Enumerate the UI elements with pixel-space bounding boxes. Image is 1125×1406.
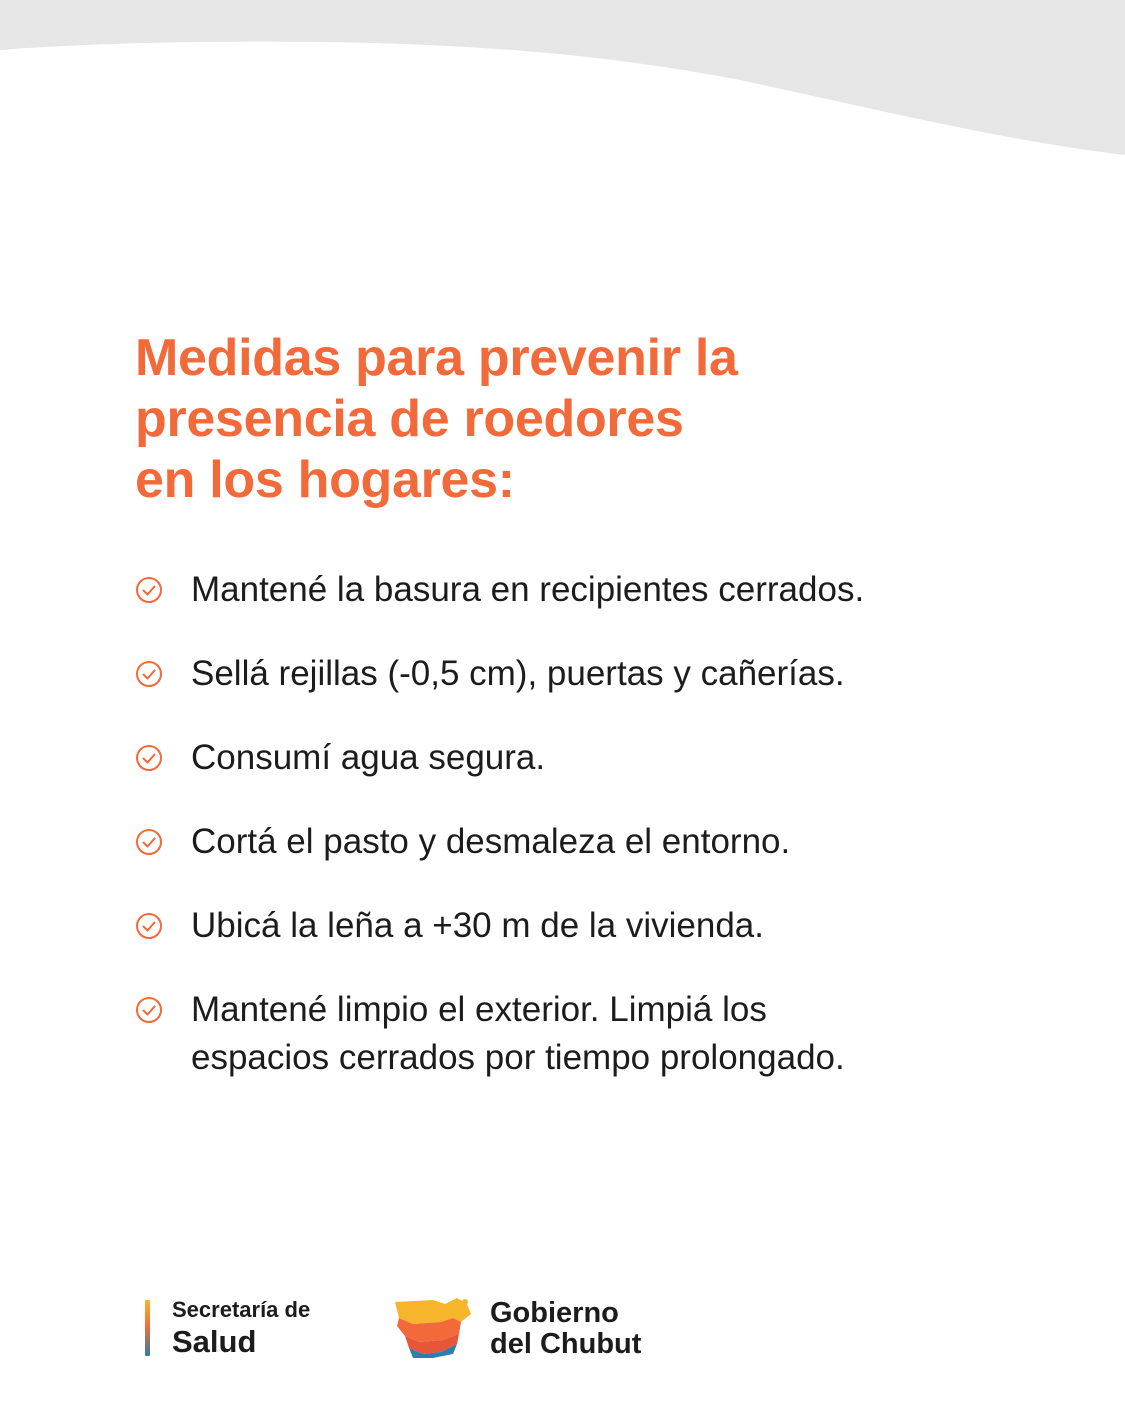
title-line-2: presencia de roedores	[135, 390, 684, 448]
title-line-1: Medidas para prevenir la	[135, 329, 738, 387]
chubut-label: del Chubut	[490, 1328, 642, 1360]
check-circle-icon	[135, 576, 163, 604]
gobierno-label: Gobierno	[490, 1297, 619, 1329]
list-item	[135, 986, 1035, 1082]
list-item	[135, 902, 1035, 950]
footer-logos	[145, 1296, 745, 1360]
prevention-checklist	[135, 566, 1035, 1118]
secretaria-salud-logo	[172, 1296, 310, 1360]
secretaria-label: Secretaría de	[172, 1297, 311, 1322]
list-item	[135, 650, 1035, 698]
list-item	[135, 734, 1035, 782]
gobierno-chubut-logo	[490, 1298, 641, 1360]
list-item-text: Mantené la basura en recipientes cerrados.	[191, 570, 865, 609]
list-item	[135, 818, 1035, 866]
list-item-text: Cortá el pasto y desmaleza el entorno.	[191, 822, 791, 861]
page-title	[135, 328, 1035, 511]
salud-label: Salud	[172, 1324, 257, 1359]
list-item-text: Sellá rejillas (-0,5 cm), puertas y cañerías.	[191, 654, 845, 693]
check-circle-icon	[135, 744, 163, 772]
chubut-logo-icon	[393, 1296, 475, 1360]
check-circle-icon	[135, 912, 163, 940]
check-circle-icon	[135, 660, 163, 688]
title-line-3: en los hogares:	[135, 451, 515, 509]
list-item-text: Ubicá la leña a +30 m de la vivienda.	[191, 906, 764, 945]
check-circle-icon	[135, 996, 163, 1024]
list-item-text: Consumí agua segura.	[191, 738, 546, 777]
check-circle-icon	[135, 828, 163, 856]
list-item	[135, 566, 1035, 614]
list-item-text-line-2: espacios cerrados por tiempo prolongado.	[191, 1038, 845, 1077]
list-item-text-line-1: Mantené limpio el exterior. Limpiá los	[191, 990, 767, 1029]
secretaria-accent-bar	[145, 1300, 150, 1356]
top-wave-decoration	[0, 0, 1125, 170]
